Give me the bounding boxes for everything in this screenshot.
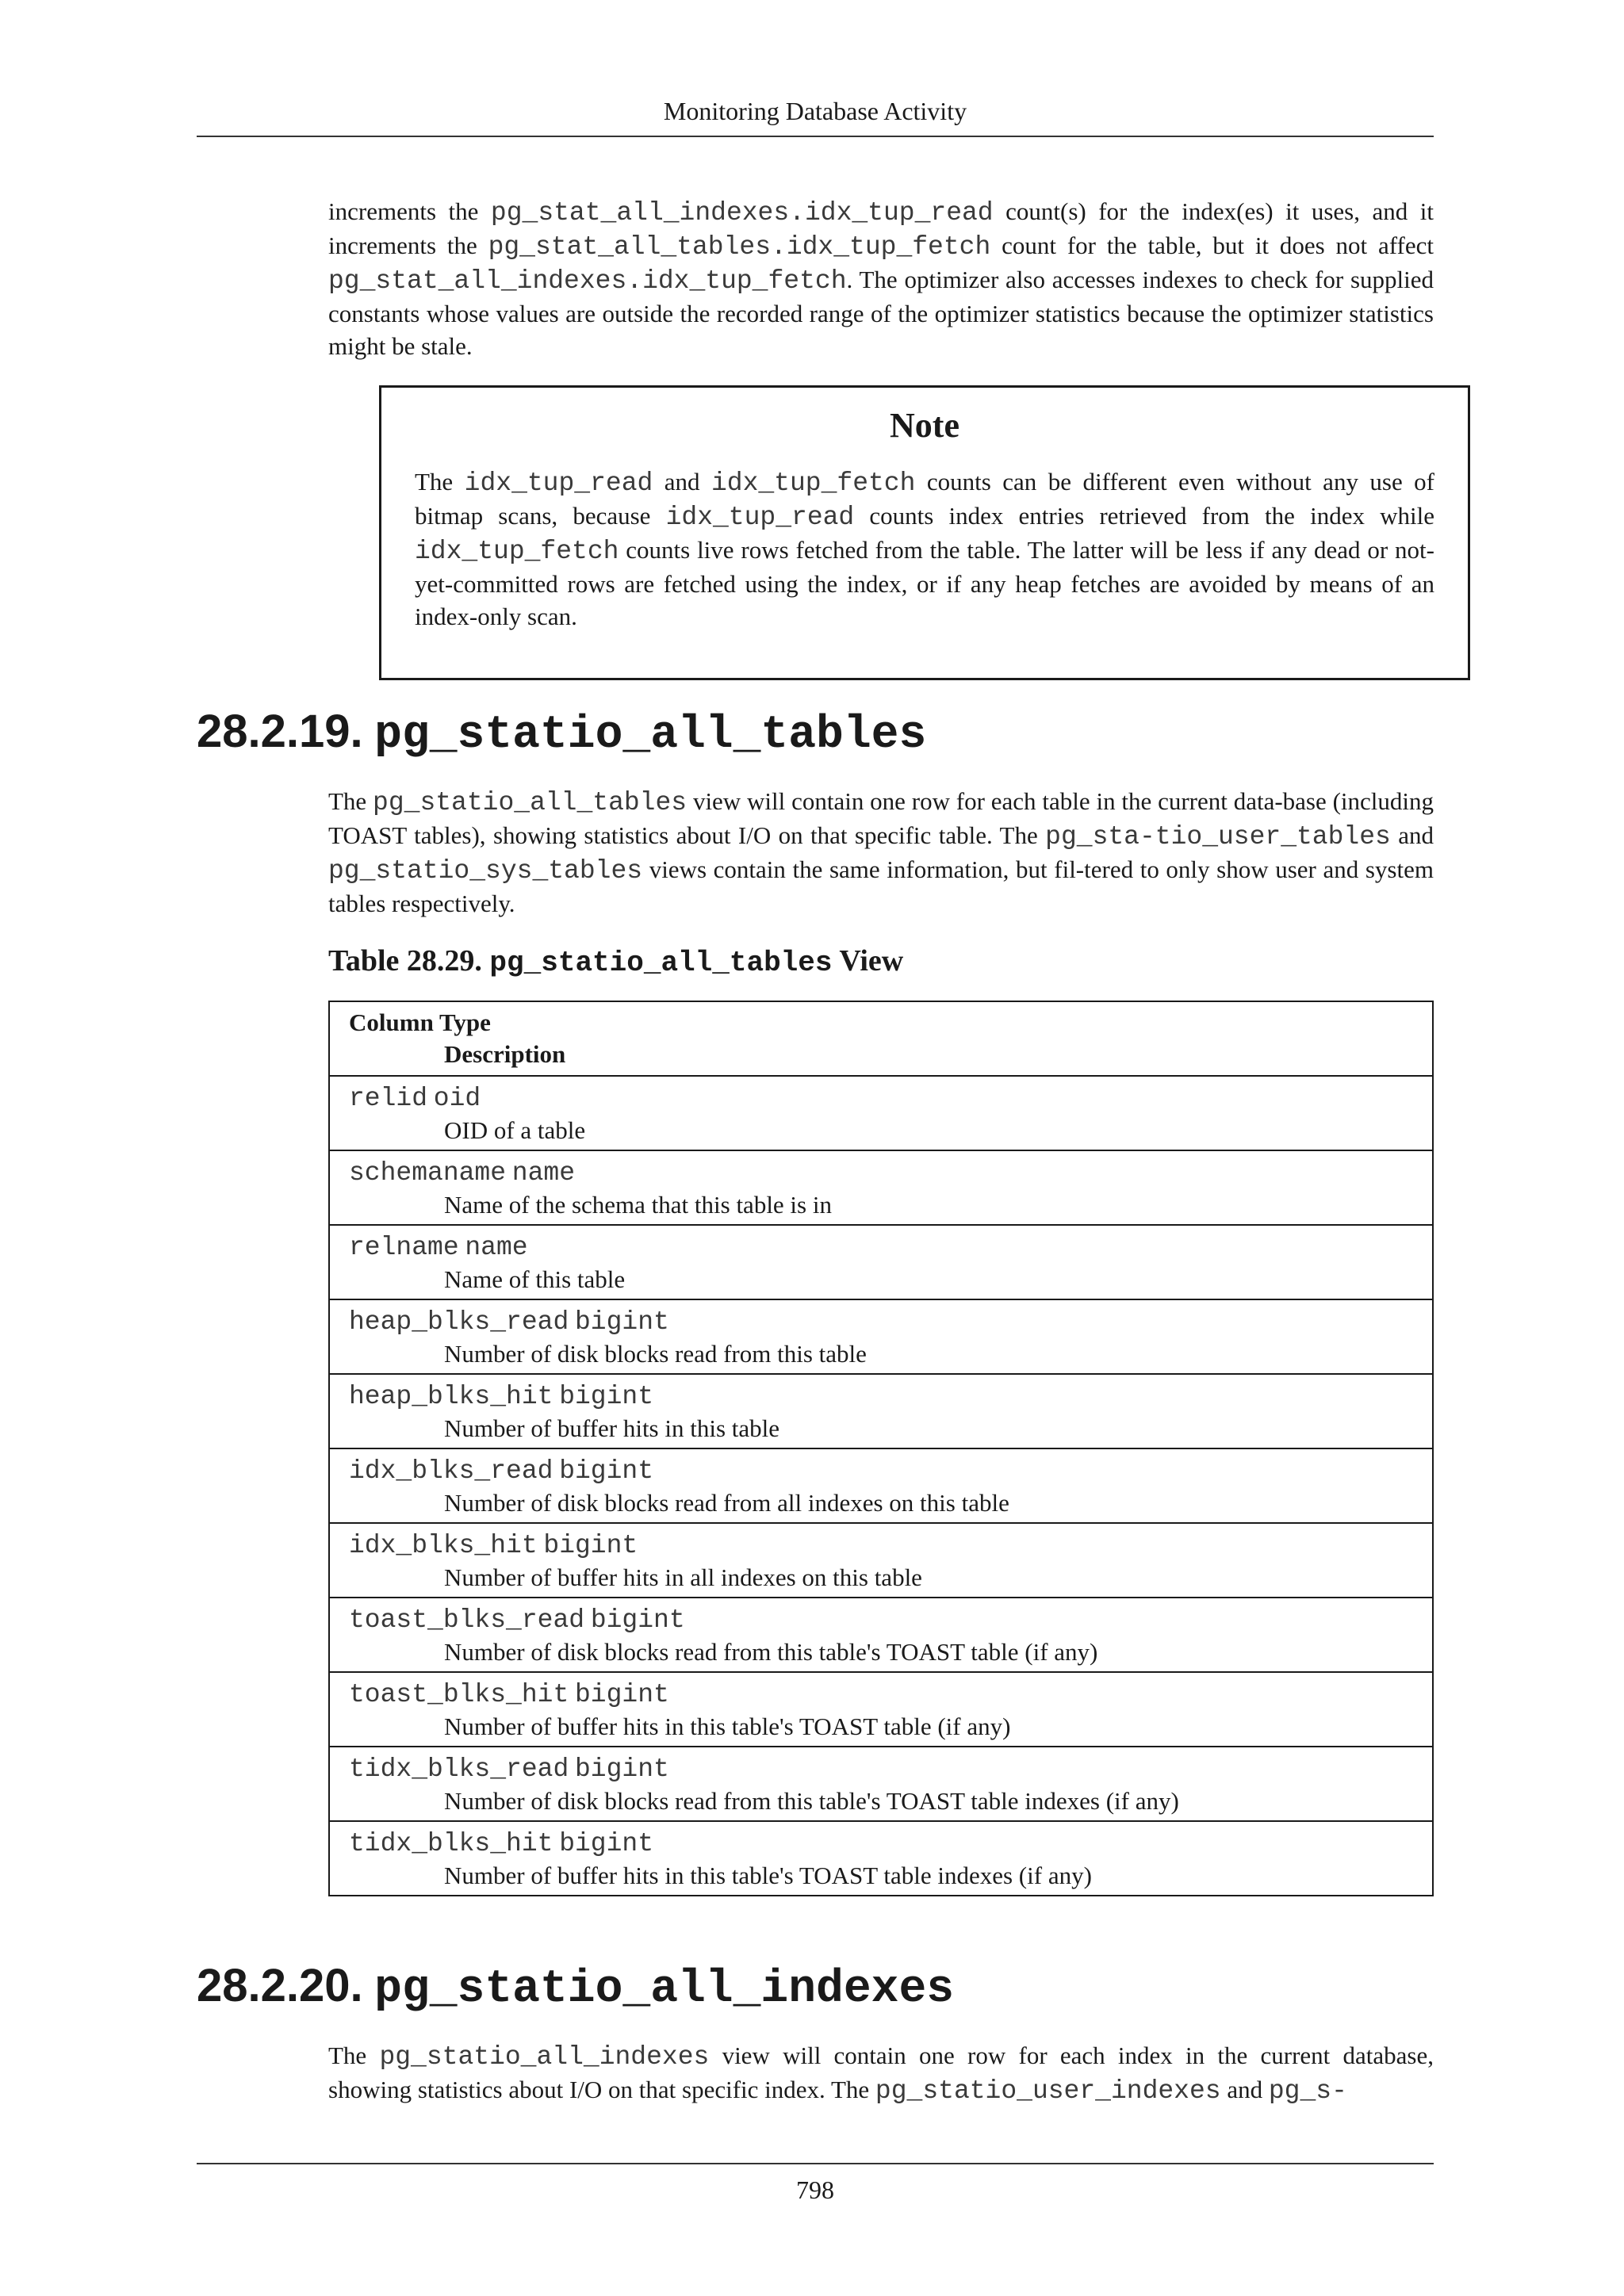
intro-paragraph	[328, 195, 1434, 362]
header-rule	[197, 136, 1434, 137]
footer-rule	[197, 2163, 1434, 2164]
column-name: schemaname	[349, 1158, 507, 1188]
column-type: bigint	[575, 1307, 669, 1337]
column-name: heap_blks_hit	[349, 1382, 553, 1411]
table-row	[329, 1821, 1433, 1896]
note-code-4: idx_tup_fetch	[415, 537, 619, 566]
column-name: toast_blks_read	[349, 1605, 585, 1635]
para-code-2: pg_statio_user_indexes	[875, 2076, 1221, 2106]
table-cell	[329, 1374, 1433, 1448]
note-box	[379, 385, 1470, 680]
column-description: Name of the schema that this table is in	[444, 1191, 832, 1219]
column-type: bigint	[559, 1829, 654, 1858]
table-cell	[329, 1598, 1433, 1672]
table-row	[329, 1448, 1433, 1523]
column-name: tidx_blks_hit	[349, 1829, 553, 1858]
running-header: Monitoring Database Activity	[663, 97, 967, 125]
para-code-3: pg_statio_sys_tables	[328, 856, 643, 886]
column-type: name	[465, 1233, 528, 1262]
table-caption	[328, 942, 903, 982]
column-signature	[349, 1151, 1413, 1189]
section-tables-paragraph	[328, 785, 1434, 920]
column-type: bigint	[590, 1605, 685, 1635]
column-description: Name of this table	[444, 1265, 626, 1293]
column-name: tidx_blks_read	[349, 1755, 569, 1784]
table-row	[329, 1299, 1433, 1374]
table-cell	[329, 1747, 1433, 1821]
column-signature	[349, 1673, 1413, 1711]
column-description: Number of buffer hits in this table's TOAST table indexes (if any)	[444, 1862, 1092, 1889]
column-type: name	[511, 1158, 576, 1188]
column-type: oid	[433, 1084, 481, 1113]
statio-tables-table	[328, 1001, 1434, 1896]
table-row	[329, 1150, 1433, 1225]
note-text-1: The	[415, 468, 465, 496]
column-name: idx_blks_read	[349, 1456, 553, 1486]
column-signature	[349, 1822, 1413, 1860]
column-signature	[349, 1226, 1413, 1264]
section-name: pg_statio_all_tables	[374, 710, 927, 761]
table-cell	[329, 1299, 1433, 1374]
column-type: bigint	[543, 1531, 638, 1560]
note-text-4: counts index entries retrieved from the index while	[854, 502, 1434, 530]
table-cell	[329, 1076, 1433, 1150]
table-cell	[329, 1448, 1433, 1523]
para-text-2: view will contain one row for each table in the current data-base (including TOAST tables), showing statistics about I/O on that specific table. The	[328, 787, 1434, 849]
intro-code-1: pg_stat_all_indexes.idx_tup_read	[490, 198, 994, 228]
table-header-row	[329, 1001, 1433, 1076]
note-code-1: idx_tup_read	[464, 469, 653, 498]
intro-code-2: pg_stat_all_tables.idx_tup_fetch	[488, 232, 991, 262]
caption-code: pg_statio_all_tables	[489, 947, 833, 979]
intro-text-1: increments the	[328, 197, 491, 225]
para-code-1: pg_statio_all_indexes	[379, 2042, 710, 2072]
column-type: bigint	[575, 1755, 669, 1784]
column-description: OID of a table	[444, 1116, 586, 1144]
section-heading-statio-tables	[197, 704, 1465, 763]
table-row	[329, 1076, 1433, 1150]
note-text-5: counts live rows fetched from the table. The latter will be less if any dead or not-yet-committed rows are fetched using the index, or if any heap fetches are avoided by means of an index-only scan.	[415, 536, 1434, 630]
column-description: Number of buffer hits in this table's TOAST table (if any)	[444, 1712, 1011, 1740]
section-heading-statio-indexes	[197, 1958, 1465, 2018]
intro-text-2: count(s) for the index(es) it uses, and it increments the	[328, 197, 1434, 259]
column-signature	[349, 1375, 1413, 1413]
column-name: heap_blks_read	[349, 1307, 569, 1337]
column-description: Number of disk blocks read from this table's TOAST table indexes (if any)	[444, 1787, 1179, 1815]
table-cell	[329, 1523, 1433, 1598]
column-signature	[349, 1449, 1413, 1487]
column-description: Number of buffer hits in this table	[444, 1414, 780, 1442]
intro-code-3: pg_stat_all_indexes.idx_tup_fetch	[328, 266, 847, 296]
column-name: toast_blks_hit	[349, 1680, 569, 1709]
table-cell	[329, 1150, 1433, 1225]
para-text-4: views contain the same information, but fil-tered to only show user and system tables respectively.	[328, 855, 1434, 917]
column-description: Number of disk blocks read from all indexes on this table	[444, 1489, 1009, 1517]
note-text	[415, 465, 1434, 633]
header-column-type: Column Type	[349, 1008, 491, 1036]
intro-text-3: count for the table, but it does not affect	[990, 232, 1434, 259]
note-text-3: counts can be different even without any use of bitmap scans, because	[415, 468, 1434, 530]
para-code-1: pg_statio_all_tables	[373, 788, 688, 817]
caption-prefix: Table 28.29.	[328, 944, 490, 978]
caption-suffix: View	[832, 944, 904, 978]
table-row	[329, 1374, 1433, 1448]
section-number: 28.2.19.	[197, 706, 363, 757]
intro-text-4: . The optimizer also accesses indexes to check for supplied constants whose values are outside the recorded range of the optimizer statistics because the optimizer statistics might be stale.	[328, 266, 1434, 360]
note-code-3: idx_tup_read	[665, 503, 855, 532]
column-signature	[349, 1077, 1413, 1115]
column-signature	[349, 1524, 1413, 1562]
page-number: 798	[796, 2175, 834, 2204]
para-code-3: pg_s-	[1268, 2076, 1347, 2106]
column-name: relname	[349, 1233, 459, 1262]
para-text-1: The	[328, 787, 373, 815]
table-header-cell	[329, 1001, 1433, 1076]
table-row	[329, 1225, 1433, 1299]
note-code-2: idx_tup_fetch	[710, 469, 916, 498]
para-text-3: and	[1220, 2076, 1269, 2103]
column-signature	[349, 1300, 1413, 1338]
section-indexes-paragraph	[328, 2039, 1434, 2107]
table-cell	[329, 1672, 1433, 1747]
column-name: relid	[349, 1084, 428, 1113]
section-name: pg_statio_all_indexes	[374, 1964, 955, 2015]
para-text-1: The	[328, 2042, 380, 2069]
header-description: Description	[444, 1040, 566, 1068]
column-signature	[349, 1598, 1413, 1636]
note-text-2: and	[653, 468, 711, 496]
column-signature	[349, 1747, 1413, 1785]
table-row	[329, 1672, 1433, 1747]
table-cell	[329, 1821, 1433, 1896]
column-name: idx_blks_hit	[349, 1531, 538, 1560]
para-text-2: view will contain one row for each index in the current database, showing statistics about I/O on that specific index. The	[328, 2042, 1434, 2103]
para-text-3: and	[1390, 821, 1434, 849]
column-type: bigint	[575, 1680, 669, 1709]
column-type: bigint	[559, 1456, 654, 1486]
table-row	[329, 1598, 1433, 1672]
column-description: Number of buffer hits in all indexes on this table	[444, 1563, 922, 1591]
column-type: bigint	[559, 1382, 654, 1411]
para-code-2: pg_sta-tio_user_tables	[1045, 822, 1391, 851]
note-title: Note	[890, 406, 959, 445]
table-cell	[329, 1225, 1433, 1299]
table-row	[329, 1523, 1433, 1598]
column-description: Number of disk blocks read from this table's TOAST table (if any)	[444, 1638, 1098, 1666]
column-description: Number of disk blocks read from this table	[444, 1340, 867, 1368]
section-number: 28.2.20.	[197, 1960, 363, 2011]
table-row	[329, 1747, 1433, 1821]
